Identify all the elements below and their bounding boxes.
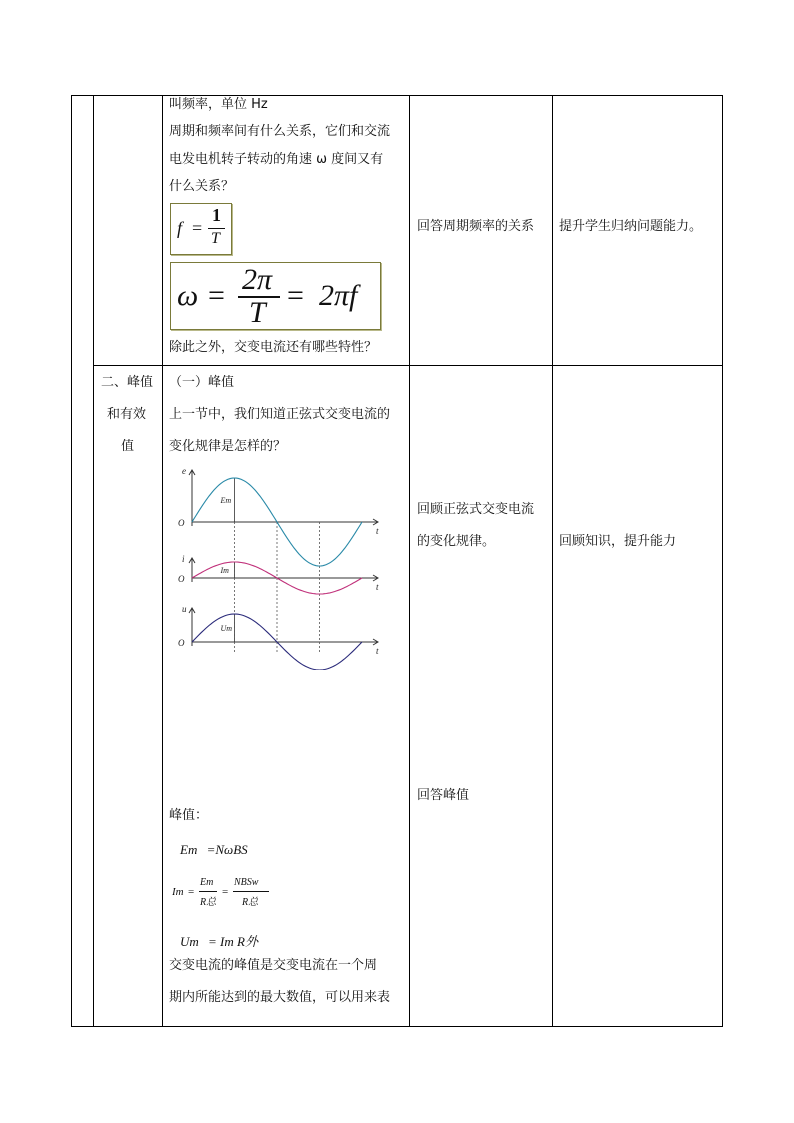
content-text: 什么关系？ bbox=[169, 179, 235, 194]
content-text: 除此之外，交变电流还有哪些特性？ bbox=[169, 340, 378, 355]
student-activity: 回答周期频率的关系 bbox=[417, 219, 535, 234]
formula-symbol: T bbox=[249, 296, 266, 329]
t-axis-label: t bbox=[376, 646, 379, 656]
equation-im bbox=[172, 876, 282, 914]
design-intent: 回顾知识，提升能力 bbox=[559, 534, 677, 549]
formula-symbol: 2πf bbox=[319, 279, 358, 312]
t-axis-label: t bbox=[376, 526, 379, 536]
content-text: 叫频率，单位 Hz bbox=[169, 97, 268, 112]
axis-label-i: i bbox=[182, 554, 185, 564]
origin-label: O bbox=[178, 638, 185, 648]
student-activity: 的变化规律。 bbox=[417, 534, 496, 549]
formula-symbol: 2π bbox=[242, 263, 273, 296]
eq-lhs: Um bbox=[180, 934, 199, 949]
formula-symbol: ω bbox=[177, 279, 199, 312]
section-title: 二、峰值 bbox=[101, 375, 154, 390]
formula-symbol: = bbox=[287, 279, 304, 312]
student-activity: 回顾正弦式交变电流 bbox=[417, 502, 535, 517]
formula-symbol: f bbox=[177, 218, 183, 238]
peak-label-i: Im bbox=[220, 566, 229, 575]
design-intent: 提升学生归纳问题能力。 bbox=[559, 219, 703, 234]
content-text: 电发电机转子转动的角速 ω 度间又有 bbox=[169, 152, 384, 167]
content-text: 变化规律是怎样的？ bbox=[169, 439, 287, 454]
content-text: 期内所能达到的最大数值，可以用来表 bbox=[169, 990, 391, 1005]
section-title: 和有效 bbox=[107, 407, 147, 422]
eq-rhs: =NωBS bbox=[206, 842, 248, 857]
eq-lhs: Em bbox=[180, 842, 198, 857]
axis-label-u: u bbox=[182, 604, 187, 614]
formula-symbol: 1 bbox=[212, 205, 221, 225]
eq-sign: = bbox=[188, 886, 195, 898]
content-heading: （一）峰值 bbox=[169, 375, 235, 390]
section-title: 值 bbox=[121, 439, 135, 454]
student-activity: 回答峰值 bbox=[417, 788, 470, 803]
formula-frequency bbox=[170, 203, 232, 255]
formula-symbol: = bbox=[192, 218, 203, 238]
eq-rhs: = Im R外 bbox=[208, 934, 258, 949]
equation-em bbox=[180, 842, 248, 858]
peak-label-e: Em bbox=[220, 496, 232, 505]
eq-den: R总 bbox=[242, 897, 259, 908]
origin-label: O bbox=[178, 518, 185, 528]
eq-den: R总 bbox=[200, 897, 217, 908]
content-text: 上一节中，我们知道正弦式交变电流的 bbox=[169, 407, 391, 422]
content-text: 交变电流的峰值是交变电流在一个周 bbox=[169, 958, 378, 973]
eq-num: NBSw bbox=[234, 877, 259, 888]
peak-label: 峰值： bbox=[169, 808, 209, 823]
eq-num: Em bbox=[200, 877, 214, 888]
eq-lhs: Im bbox=[172, 886, 184, 898]
origin-label: O bbox=[178, 574, 185, 584]
t-axis-label: t bbox=[376, 582, 379, 592]
sine-wave-graph bbox=[170, 462, 390, 670]
peak-label-u: Um bbox=[220, 624, 233, 633]
content-text: 周期和频率间有什么关系，它们和交流 bbox=[169, 124, 391, 139]
eq-sign: = bbox=[222, 886, 229, 898]
formula-symbol: = bbox=[208, 279, 225, 312]
formula-symbol: T bbox=[211, 230, 220, 247]
equation-um bbox=[180, 931, 258, 950]
formula-angular-velocity bbox=[170, 262, 381, 330]
axis-label-e: e bbox=[182, 466, 186, 476]
